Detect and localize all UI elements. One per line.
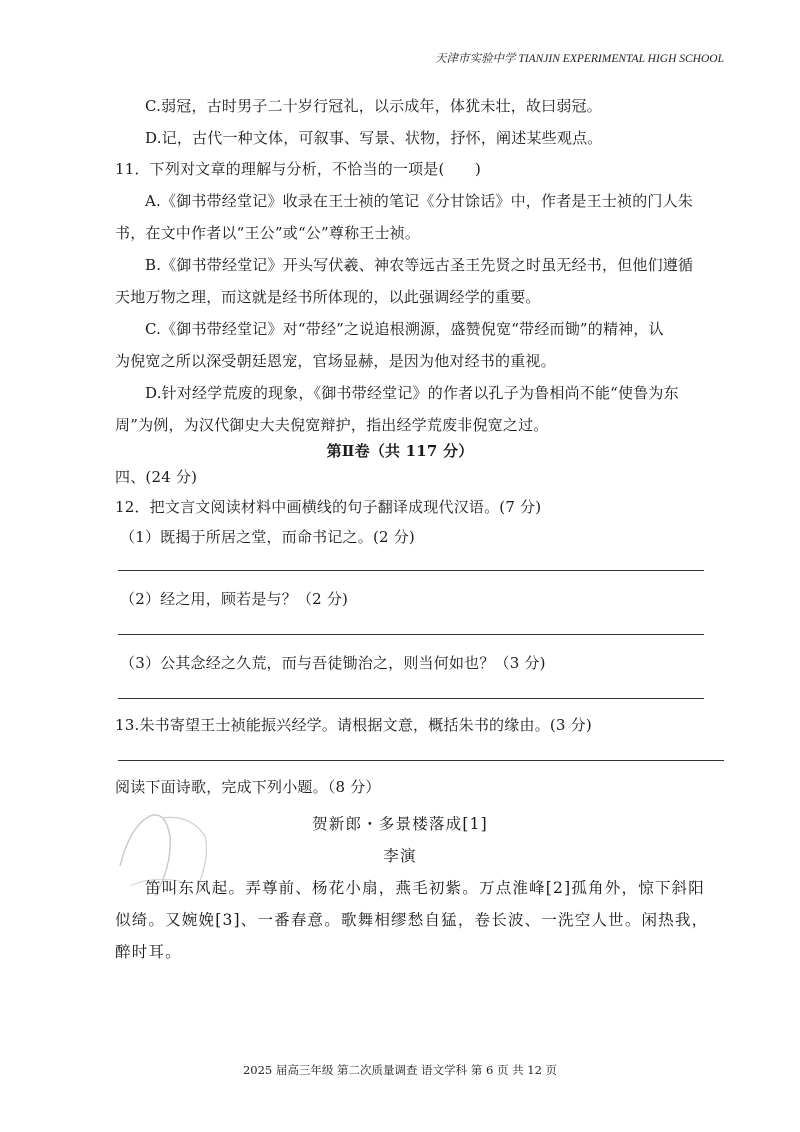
poem-author: 李演 bbox=[383, 847, 417, 865]
q10-option-c: C.弱冠，古时男子二十岁行冠礼，以示成年，体犹未壮，故曰弱冠。 bbox=[145, 97, 602, 115]
q12-sentence-1: （1）既揭于所居之堂，而命书记之。(2 分) bbox=[120, 528, 415, 546]
q13-stem: 13.朱书寄望王士祯能振兴经学。请根据文意，概括朱书的缘由。(3 分) bbox=[115, 716, 592, 734]
answer-line-2 bbox=[118, 634, 704, 635]
answer-line-4 bbox=[118, 760, 724, 761]
poem-line-2: 似绮。又婉娩[3]、一番春意。歌舞相缪愁自猛，卷长波、一洗空人世。闲热我， bbox=[115, 911, 709, 929]
poem-line-1: 笛叫东风起。弄尊前、杨花小扇，燕毛初紫。万点淮峰[2]孤角外，惊下斜阳 bbox=[145, 879, 705, 897]
part-4-heading: 四、(24 分) bbox=[115, 468, 198, 486]
q12-stem: 12．把文言文阅读材料中画横线的句子翻译成现代汉语。(7 分) bbox=[115, 498, 542, 516]
q11-option-c-line2: 为倪宽之所以深受朝廷恩宠，官场显赫，是因为他对经书的重视。 bbox=[115, 352, 556, 370]
q10-option-d: D.记，古代一种文体，可叙事、写景、状物，抒怀，阐述某些观点。 bbox=[145, 129, 603, 147]
q11-option-a-line2: 书，在文中作者以“王公”或“公”尊称王士祯。 bbox=[115, 224, 421, 242]
q11-option-a-line1: A.《御书带经堂记》收录在王士祯的笔记《分甘馀话》中，作者是王士祯的门人朱 bbox=[145, 192, 694, 210]
q11-stem: 11．下列对文章的理解与分析，不恰当的一项是( ) bbox=[115, 160, 481, 178]
q12-sentence-2: （2）经之用，顾若是与？（2 分) bbox=[120, 590, 349, 608]
answer-line-1 bbox=[118, 570, 704, 571]
school-header: 天津市实验中学 TIANJIN EXPERIMENTAL HIGH SCHOOL bbox=[435, 53, 724, 65]
page-footer: 2025 届高三年级 第二次质量调查 语文学科 第 6 页 共 12 页 bbox=[242, 1063, 558, 1077]
q11-option-d-line1: D.针对经学荒废的现象，《御书带经堂记》的作者以孔子为鲁相尚不能“使鲁为东 bbox=[145, 384, 679, 402]
poetry-intro: 阅读下面诗歌，完成下列小题。（8 分） bbox=[115, 778, 381, 796]
q11-option-c-line1: C.《御书带经堂记》对“带经”之说追根溯源，盛赞倪宽“带经而锄”的精神，认 bbox=[145, 320, 664, 338]
q11-option-b-line1: B.《御书带经堂记》开头写伏羲、神农等远古圣王先贤之时虽无经书，但他们遵循 bbox=[145, 256, 694, 274]
q12-sentence-3: （3）公其念经之久荒，而与吾徒锄治之，则当何如也？（3 分) bbox=[120, 654, 546, 672]
poem-line-3: 醉时耳。 bbox=[115, 943, 182, 961]
section-2-title: 第Ⅱ卷（共 117 分） bbox=[326, 442, 474, 460]
q11-option-b-line2: 天地万物之理，而这就是经书所体现的，以此强调经学的重要。 bbox=[115, 288, 541, 306]
q11-option-d-line2: 周”为例，为汉代御史大夫倪宽辩护，指出经学荒废非倪宽之过。 bbox=[115, 416, 549, 434]
poem-title: 贺新郎・多景楼落成[1] bbox=[312, 815, 488, 833]
answer-line-3 bbox=[118, 698, 704, 699]
